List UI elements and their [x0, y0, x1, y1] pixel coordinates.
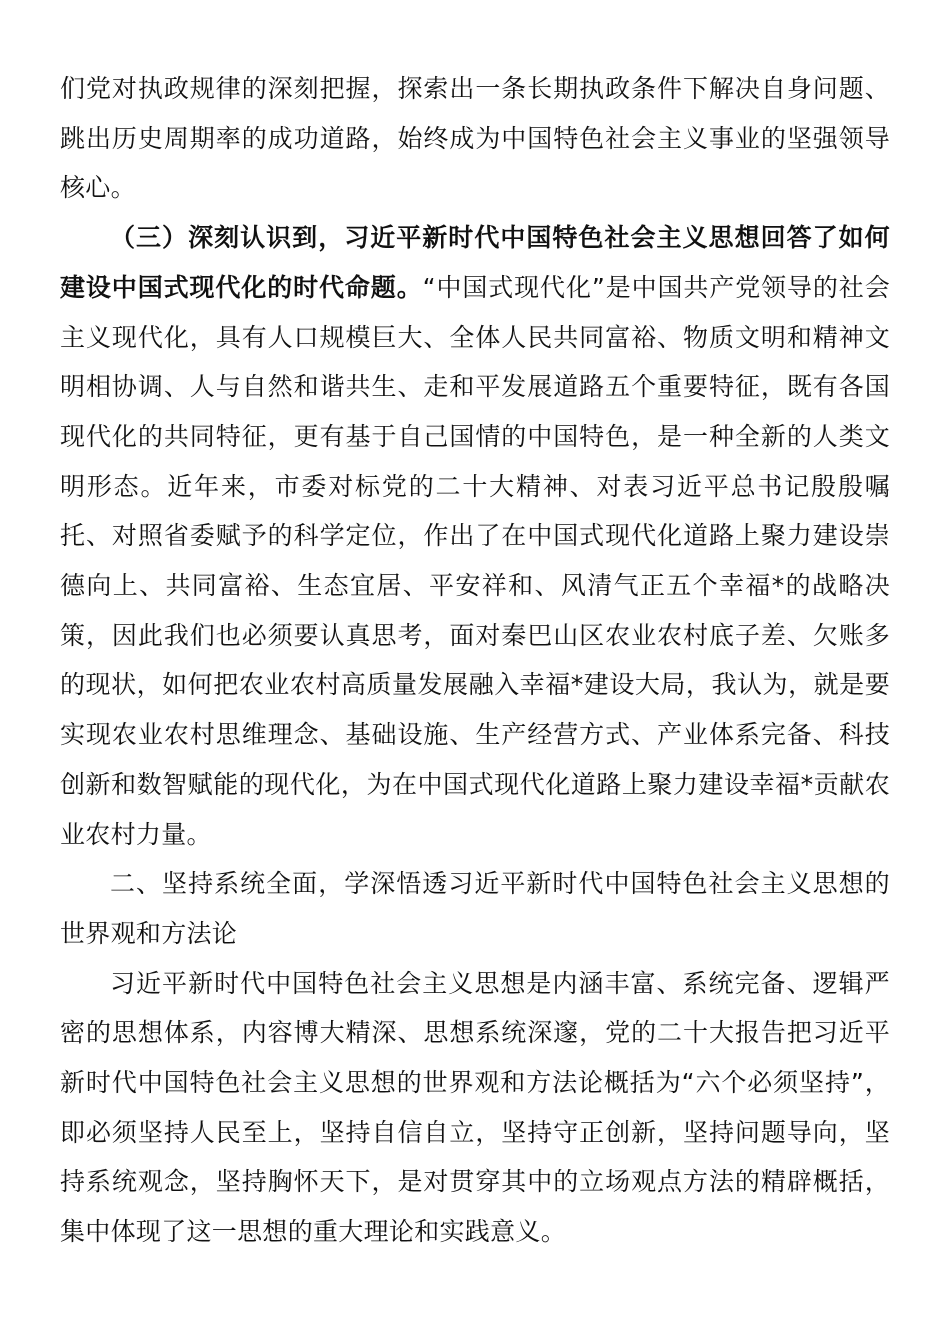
section-3-heading: （三）深刻认识到，习近平新时代中国特色社会主义思想回答了如何建设中国式现代化的时代命题。 [60, 223, 890, 302]
section-two-heading: 二、坚持系统全面，学深悟透习近平新时代中国特色社会主义思想的世界观和方法论 [60, 869, 890, 948]
paragraph-section-two: 习近平新时代中国特色社会主义思想是内涵丰富、系统完备、逻辑严密的思想体系，内容博大精深、思想系统深邃，党的二十大报告把习近平新时代中国特色社会主义思想的世界观和方法论概括为“六个必须坚持”，即必须坚持人民至上，坚持自信自立，坚持守正创新，坚持问题导向，坚持系统观念，坚持胸怀天下，是对贯穿其中的立场观点方法的精辟概括，集中体现了这一思想的重大理论和实践意义。 [60, 968, 890, 1247]
document-body [60, 64, 890, 1257]
section-3-body: “中国式现代化”是中国共产党领导的社会主义现代化，具有人口规模巨大、全体人民共同富裕、物质文明和精神文明相协调、人与自然和谐共生、走和平发展道路五个重要特征，既有各国现代化的共同特征，更有基于自己国情的中国特色，是一种全新的人类文明形态。近年来，市委对标党的二十大精神、对表习近平总书记殷殷嘱托、对照省委赋予的科学定位，作出了在中国式现代化道路上聚力建设崇德向上、共同富裕、生态宜居、平安祥和、风清气正五个幸福*的战略决策，因此我们也必须要认真思考，面对秦巴山区农业农村底子差、欠账多的现状，如何把农业农村高质量发展融入幸福*建设大局，我认为，就是要实现农业农村思维理念、基础设施、生产经营方式、产业体系完备、科技创新和数智赋能的现代化，为在中国式现代化道路上聚力建设幸福*贡献农业农村力量。 [60, 272, 891, 849]
paragraph-continuation: 们党对执政规律的深刻把握，探索出一条长期执政条件下解决自身问题、跳出历史周期率的成功道路，始终成为中国特色社会主义事业的坚强领导核心。 [60, 74, 890, 203]
paragraph-section-3 [60, 213, 890, 859]
